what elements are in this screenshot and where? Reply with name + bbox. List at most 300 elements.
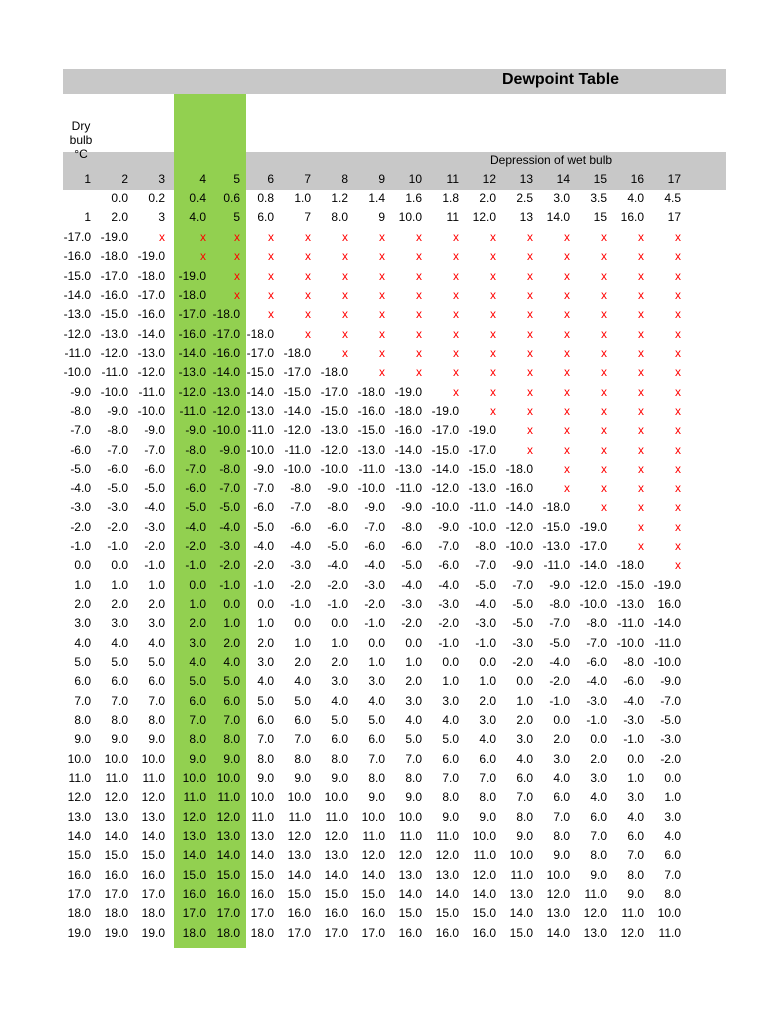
dewpoint-cell: -17.0 [100, 269, 128, 283]
dewpoint-cell: x [305, 288, 311, 302]
dewpoint-cell: -7.0 [438, 539, 459, 553]
dewpoint-cell: -15.0 [357, 423, 385, 437]
dewpoint-cell: 11.0 [510, 868, 533, 882]
dewpoint-cell: -18.0 [616, 558, 644, 572]
dewpoint-cell: -4.0 [144, 500, 165, 514]
dewpoint-cell: -13.0 [394, 462, 422, 476]
dewpoint-cell: x [564, 385, 570, 399]
dewpoint-cell: -5.0 [549, 636, 570, 650]
dewpoint-cell: 1.0 [479, 674, 496, 688]
dewpoint-cell: x [200, 230, 206, 244]
dewpoint-cell: x [453, 327, 459, 341]
dewpoint-cell: 2.0 [516, 713, 533, 727]
dry-bulb-value: 5.0 [74, 655, 91, 669]
dewpoint-cell: -19.0 [431, 404, 459, 418]
dry-bulb-value: -5.0 [70, 462, 91, 476]
dry-bulb-value: 8.0 [74, 713, 91, 727]
dewpoint-cell: -3.0 [219, 539, 240, 553]
dewpoint-cell: -19.0 [178, 269, 206, 283]
dry-bulb-value: -4.0 [70, 481, 91, 495]
depression-value: 0.6 [223, 191, 240, 205]
depression-value: 0.2 [148, 191, 165, 205]
dewpoint-cell: -9.0 [401, 500, 422, 514]
dewpoint-cell: 9.0 [111, 732, 128, 746]
dewpoint-cell: x [638, 500, 644, 514]
dewpoint-cell: x [268, 230, 274, 244]
dewpoint-cell: -13.0 [542, 539, 570, 553]
dewpoint-cell: -11.0 [617, 616, 644, 630]
dewpoint-cell: -2.0 [144, 539, 165, 553]
dewpoint-cell: -12.0 [579, 578, 607, 592]
dewpoint-cell: x [453, 346, 459, 360]
page-title: Dewpoint Table [502, 71, 620, 88]
dewpoint-cell: -9.0 [512, 558, 533, 572]
dewpoint-cell: 4.0 [331, 694, 348, 708]
dewpoint-cell: 14.0 [324, 868, 348, 882]
dewpoint-cell: -8.0 [401, 520, 422, 534]
dewpoint-cell: -12.0 [137, 365, 165, 379]
dewpoint-cell: -10.0 [357, 481, 385, 495]
dewpoint-cell: 3.0 [590, 771, 607, 785]
dewpoint-cell: x [305, 327, 311, 341]
dewpoint-cell: 3.0 [148, 616, 165, 630]
dewpoint-cell: 5.0 [257, 694, 274, 708]
dewpoint-cell: 8.0 [223, 732, 240, 746]
dewpoint-cell: 4.0 [189, 655, 206, 669]
dewpoint-cell: -8.0 [475, 539, 496, 553]
dewpoint-cell: 16.0 [216, 887, 240, 901]
depression-value-f: 13 [519, 210, 533, 224]
dewpoint-cell: 4.0 [442, 713, 459, 727]
dewpoint-cell: x [675, 385, 681, 399]
dewpoint-cell: x [453, 249, 459, 263]
dewpoint-cell: 12.0 [104, 790, 128, 804]
dewpoint-cell: x [601, 443, 607, 457]
dewpoint-cell: 15.0 [250, 868, 274, 882]
dewpoint-cell: -4.0 [364, 558, 385, 572]
dewpoint-cell: -17.0 [283, 365, 311, 379]
dewpoint-cell: -18.0 [357, 385, 385, 399]
dewpoint-cell: 0.0 [516, 674, 533, 688]
depression-value: 1.8 [442, 191, 459, 205]
dewpoint-cell: -11.0 [179, 404, 206, 418]
dewpoint-cell: -11.0 [138, 385, 165, 399]
dewpoint-cell: -16.0 [357, 404, 385, 418]
dewpoint-cell: x [675, 365, 681, 379]
dewpoint-cell: x [379, 249, 385, 263]
dewpoint-cell: 13.0 [324, 848, 348, 862]
dewpoint-cell: x [638, 346, 644, 360]
dewpoint-cell: -11.0 [247, 423, 274, 437]
dewpoint-cell: -1.0 [290, 597, 311, 611]
dry-bulb-value: -6.0 [70, 443, 91, 457]
dewpoint-cell: -18.0 [212, 307, 240, 321]
dewpoint-cell: -1.0 [586, 713, 607, 727]
dewpoint-cell: x [638, 230, 644, 244]
dewpoint-cell: -11.0 [543, 558, 570, 572]
dewpoint-cell: -15.0 [468, 462, 496, 476]
depression-value-f: 6.0 [257, 210, 274, 224]
column-number: 4 [199, 172, 206, 186]
dewpoint-cell: 13.0 [141, 810, 165, 824]
dewpoint-cell: -4.0 [475, 597, 496, 611]
column-number: 15 [593, 172, 607, 186]
dewpoint-cell: x [601, 481, 607, 495]
dewpoint-cell: x [601, 385, 607, 399]
dewpoint-cell: 11.0 [399, 829, 422, 843]
dewpoint-cell: -9.0 [327, 481, 348, 495]
dewpoint-cell: 4.0 [479, 732, 496, 746]
dewpoint-cell: 2.0 [111, 597, 128, 611]
dewpoint-cell: x [305, 307, 311, 321]
dewpoint-cell: 2.0 [189, 616, 206, 630]
dewpoint-cell: 0.0 [257, 597, 274, 611]
dewpoint-cell: 15.0 [287, 887, 311, 901]
dewpoint-cell: x [564, 249, 570, 263]
dewpoint-cell: -3.0 [144, 520, 165, 534]
dewpoint-cell: 15.0 [472, 906, 496, 920]
dewpoint-cell: 17.0 [182, 906, 206, 920]
dewpoint-cell: 13.0 [250, 829, 274, 843]
dry-bulb-value: -10.0 [63, 365, 91, 379]
dewpoint-cell: -5.0 [253, 520, 274, 534]
depression-value-f: 15 [593, 210, 607, 224]
dewpoint-cell: x [601, 404, 607, 418]
dewpoint-cell: -17.0 [431, 423, 459, 437]
dewpoint-cell: -4.0 [401, 578, 422, 592]
dry-bulb-value: 11.0 [68, 771, 91, 785]
dewpoint-cell: -18.0 [100, 249, 128, 263]
dewpoint-cell: -16.0 [100, 288, 128, 302]
depression-value: 0.4 [189, 191, 206, 205]
dewpoint-cell: 10.0 [472, 829, 496, 843]
dewpoint-cell: -7.0 [290, 500, 311, 514]
dewpoint-cell: 11.0 [142, 771, 165, 785]
dewpoint-cell: 8.0 [553, 829, 570, 843]
dewpoint-cell: x [675, 539, 681, 553]
dewpoint-cell: x [453, 288, 459, 302]
dewpoint-cell: -2.0 [107, 520, 128, 534]
dewpoint-cell: -9.0 [219, 443, 240, 457]
dewpoint-cell: -5.0 [219, 500, 240, 514]
title-band [63, 69, 726, 94]
dewpoint-cell: 14.0 [398, 887, 422, 901]
dewpoint-cell: x [564, 230, 570, 244]
dewpoint-cell: 8.0 [111, 713, 128, 727]
dewpoint-cell: 10.0 [141, 752, 165, 766]
dewpoint-cell: 14.0 [182, 848, 206, 862]
dewpoint-cell: -2.0 [512, 655, 533, 669]
column-number: 5 [233, 172, 240, 186]
dry-bulb-value: 14.0 [67, 829, 91, 843]
dewpoint-cell: x [527, 269, 533, 283]
dewpoint-cell: -17.0 [212, 327, 240, 341]
dewpoint-cell: 8.0 [516, 810, 533, 824]
dewpoint-cell: -3.0 [623, 713, 644, 727]
dewpoint-cell: 9.0 [442, 810, 459, 824]
dewpoint-cell: 14.0 [250, 848, 274, 862]
dewpoint-cell: 6.0 [189, 694, 206, 708]
dewpoint-cell: 1.0 [294, 636, 311, 650]
dewpoint-cell: -13.0 [137, 346, 165, 360]
dewpoint-cell: 0.0 [627, 752, 644, 766]
dewpoint-cell: -2.0 [327, 578, 348, 592]
dewpoint-cell: -1.0 [364, 616, 385, 630]
dewpoint-cell: 14.0 [546, 926, 570, 940]
dewpoint-cell: x [675, 404, 681, 418]
dewpoint-cell: -15.0 [542, 520, 570, 534]
dry-bulb-value: -17.0 [63, 230, 91, 244]
dewpoint-cell: x [268, 288, 274, 302]
dewpoint-cell: 10.0 [216, 771, 240, 785]
dewpoint-cell: x [564, 443, 570, 457]
dewpoint-cell: -6.0 [144, 462, 165, 476]
dewpoint-cell: 10.0 [287, 790, 311, 804]
dewpoint-cell: -17.0 [468, 443, 496, 457]
dewpoint-cell: -4.0 [623, 694, 644, 708]
dewpoint-cell: 1.0 [111, 578, 128, 592]
dewpoint-cell: -13.0 [100, 327, 128, 341]
dewpoint-cell: x [379, 327, 385, 341]
dewpoint-cell: 9.0 [148, 732, 165, 746]
dewpoint-cell: -7.0 [586, 636, 607, 650]
dewpoint-cell: 9.0 [479, 810, 496, 824]
dewpoint-cell: x [564, 307, 570, 321]
dewpoint-cell: x [564, 365, 570, 379]
dewpoint-cell: -8.0 [219, 462, 240, 476]
dewpoint-cell: -3.0 [475, 616, 496, 630]
dewpoint-cell: x [564, 423, 570, 437]
dewpoint-cell: x [675, 249, 681, 263]
dewpoint-cell: 7.0 [148, 694, 165, 708]
dewpoint-cell: -4.0 [185, 520, 206, 534]
dewpoint-cell: -14.0 [283, 404, 311, 418]
depression-value: 4.5 [664, 191, 681, 205]
dewpoint-cell: 15.0 [324, 887, 348, 901]
dewpoint-cell: 5.0 [442, 732, 459, 746]
dewpoint-cell: 14.0 [216, 848, 240, 862]
dewpoint-cell: 8.0 [294, 752, 311, 766]
column-number: 9 [378, 172, 385, 186]
dry-bulb-value: -1.0 [70, 539, 91, 553]
dewpoint-cell: -13.0 [212, 385, 240, 399]
dewpoint-cell: 13.0 [104, 810, 128, 824]
dewpoint-cell: -18.0 [320, 365, 348, 379]
dewpoint-cell: x [527, 443, 533, 457]
dewpoint-cell: 12.0 [216, 810, 240, 824]
dewpoint-cell: -15.0 [100, 307, 128, 321]
dewpoint-cell: 8.0 [331, 752, 348, 766]
dewpoint-cell: x [638, 365, 644, 379]
dewpoint-cell: 4.0 [148, 636, 165, 650]
depression-value-f: 11 [446, 210, 459, 224]
dry-bulb-value: 12.0 [67, 790, 91, 804]
dewpoint-cell: 12.0 [398, 848, 422, 862]
dewpoint-cell: 0.0 [294, 616, 311, 630]
column-number: 16 [630, 172, 644, 186]
dewpoint-cell: 13.0 [287, 848, 311, 862]
dewpoint-cell: 12.0 [182, 810, 206, 824]
dewpoint-cell: -2.0 [401, 616, 422, 630]
dewpoint-cell: -2.0 [364, 597, 385, 611]
dewpoint-cell: -8.0 [327, 500, 348, 514]
dewpoint-cell: 16.0 [472, 926, 496, 940]
dewpoint-cell: -10.0 [505, 539, 533, 553]
dewpoint-cell: 19.0 [104, 926, 128, 940]
dewpoint-cell: -1.0 [475, 636, 496, 650]
dewpoint-cell: 6.0 [294, 713, 311, 727]
dewpoint-cell: x [675, 558, 681, 572]
dewpoint-cell: -4.0 [253, 539, 274, 553]
dry-bulb-value: 10.0 [67, 752, 91, 766]
dewpoint-cell: x [601, 288, 607, 302]
dewpoint-cell: x [638, 288, 644, 302]
dry-bulb-value: -2.0 [70, 520, 91, 534]
dewpoint-cell: -1.0 [219, 578, 240, 592]
dewpoint-cell: x [416, 365, 422, 379]
dewpoint-cell: 13.0 [509, 887, 533, 901]
dewpoint-cell: 12.0 [620, 926, 644, 940]
dewpoint-cell: 0.0 [479, 655, 496, 669]
dewpoint-cell: 3.0 [111, 616, 128, 630]
dewpoint-cell: -14.0 [653, 616, 681, 630]
dewpoint-cell: 8.0 [148, 713, 165, 727]
dry-bulb-value: -13.0 [63, 307, 91, 321]
dewpoint-cell: 18.0 [182, 926, 206, 940]
dewpoint-cell: -7.0 [512, 578, 533, 592]
dewpoint-cell: -9.0 [438, 520, 459, 534]
dewpoint-cell: x [527, 423, 533, 437]
dewpoint-cell: -12.0 [505, 520, 533, 534]
dewpoint-cell: -4.0 [219, 520, 240, 534]
dewpoint-cell: 3.0 [664, 810, 681, 824]
dewpoint-cell: 4.0 [294, 674, 311, 688]
dewpoint-cell: 17.0 [324, 926, 348, 940]
dewpoint-cell: 6.0 [223, 694, 240, 708]
depression-value-f: 8.0 [331, 210, 348, 224]
dewpoint-cell: x [675, 230, 681, 244]
dewpoint-cell: 6.0 [257, 713, 274, 727]
dewpoint-cell: -2.0 [549, 674, 570, 688]
dewpoint-cell: -10.0 [283, 462, 311, 476]
depression-value-f: 4.0 [189, 210, 206, 224]
dewpoint-cell: -9.0 [549, 578, 570, 592]
dewpoint-cell: 0.0 [331, 616, 348, 630]
depression-value-f: 16.0 [620, 210, 644, 224]
dewpoint-cell: -7.0 [660, 694, 681, 708]
dewpoint-cell: 3.0 [516, 732, 533, 746]
dewpoint-cell: 12.0 [141, 790, 165, 804]
dewpoint-cell: 17.0 [141, 887, 165, 901]
dewpoint-cell: -10.0 [468, 520, 496, 534]
dewpoint-cell: -17.0 [178, 307, 206, 321]
dewpoint-cell: 2.0 [331, 655, 348, 669]
dry-bulb-value: 7.0 [74, 694, 91, 708]
dewpoint-cell: -17.0 [246, 346, 274, 360]
dewpoint-cell: x [564, 346, 570, 360]
column-number: 13 [519, 172, 533, 186]
dewpoint-cell: 17.0 [216, 906, 240, 920]
dewpoint-cell: 15.0 [104, 848, 128, 862]
dewpoint-cell: x [564, 481, 570, 495]
dry-bulb-value: 3.0 [74, 616, 91, 630]
dry-bulb-value: 19.0 [67, 926, 91, 940]
dry-bulb-text: Dry bulb °C [69, 119, 93, 161]
dewpoint-cell: -13.0 [178, 365, 206, 379]
dewpoint-cell: -10.0 [212, 423, 240, 437]
dewpoint-cell: 4.0 [590, 790, 607, 804]
dewpoint-cell: 9.0 [405, 790, 422, 804]
dewpoint-cell: -19.0 [579, 520, 607, 534]
dewpoint-cell: 7.0 [257, 732, 274, 746]
dewpoint-cell: 3.0 [368, 674, 385, 688]
depression-value: 1.4 [368, 191, 385, 205]
dewpoint-cell: 0.0 [405, 636, 422, 650]
dewpoint-cell: -11.0 [469, 500, 496, 514]
dewpoint-cell: -17.0 [137, 288, 165, 302]
dewpoint-cell: x [675, 500, 681, 514]
dewpoint-cell: x [638, 462, 644, 476]
dewpoint-cell: 9.0 [627, 887, 644, 901]
dewpoint-cell: x [638, 385, 644, 399]
dewpoint-cell: x [453, 307, 459, 321]
dewpoint-cell: -14.0 [178, 346, 206, 360]
dewpoint-cell: x [305, 230, 311, 244]
dewpoint-cell: 17.0 [361, 926, 385, 940]
dewpoint-cell: -7.0 [107, 443, 128, 457]
dewpoint-cell: 15.0 [398, 906, 422, 920]
dry-bulb-label [62, 119, 100, 161]
dewpoint-cell: 13.0 [435, 868, 459, 882]
dewpoint-cell: -7.0 [364, 520, 385, 534]
dewpoint-cell: x [234, 249, 240, 263]
dewpoint-cell: 10.0 [104, 752, 128, 766]
dewpoint-cell: -7.0 [549, 616, 570, 630]
dewpoint-cell: -18.0 [394, 404, 422, 418]
dewpoint-cell: x [490, 230, 496, 244]
dewpoint-cell: x [675, 520, 681, 534]
dewpoint-cell: 3.0 [331, 674, 348, 688]
dewpoint-cell: 7.0 [516, 790, 533, 804]
dewpoint-cell: 11.0 [183, 790, 206, 804]
dewpoint-cell: 2.0 [405, 674, 422, 688]
dewpoint-cell: x [234, 288, 240, 302]
dewpoint-cell: -13.0 [616, 597, 644, 611]
dewpoint-cell: 15.0 [509, 926, 533, 940]
dewpoint-cell: 7.0 [590, 829, 607, 843]
dewpoint-cell: x [342, 230, 348, 244]
dewpoint-cell: -18.0 [246, 327, 274, 341]
dewpoint-cell: 2.0 [257, 636, 274, 650]
dewpoint-cell: -17.0 [579, 539, 607, 553]
dewpoint-cell: 14.0 [141, 829, 165, 843]
dewpoint-cell: -8.0 [290, 481, 311, 495]
dewpoint-cell: 3.0 [627, 790, 644, 804]
dewpoint-cell: 11.0 [436, 829, 459, 843]
dewpoint-cell: -4.0 [290, 539, 311, 553]
dewpoint-cell: -19.0 [468, 423, 496, 437]
dewpoint-cell: -1.0 [253, 578, 274, 592]
dewpoint-cell: -18.0 [542, 500, 570, 514]
dewpoint-cell: 15.0 [182, 868, 206, 882]
dewpoint-cell: -10.0 [100, 385, 128, 399]
dewpoint-cell: 19.0 [141, 926, 165, 940]
dewpoint-cell: 7.0 [111, 694, 128, 708]
dewpoint-cell: -19.0 [137, 249, 165, 263]
dewpoint-cell: 0.0 [189, 578, 206, 592]
dewpoint-cell: 8.0 [479, 790, 496, 804]
dewpoint-cell: -14.0 [505, 500, 533, 514]
